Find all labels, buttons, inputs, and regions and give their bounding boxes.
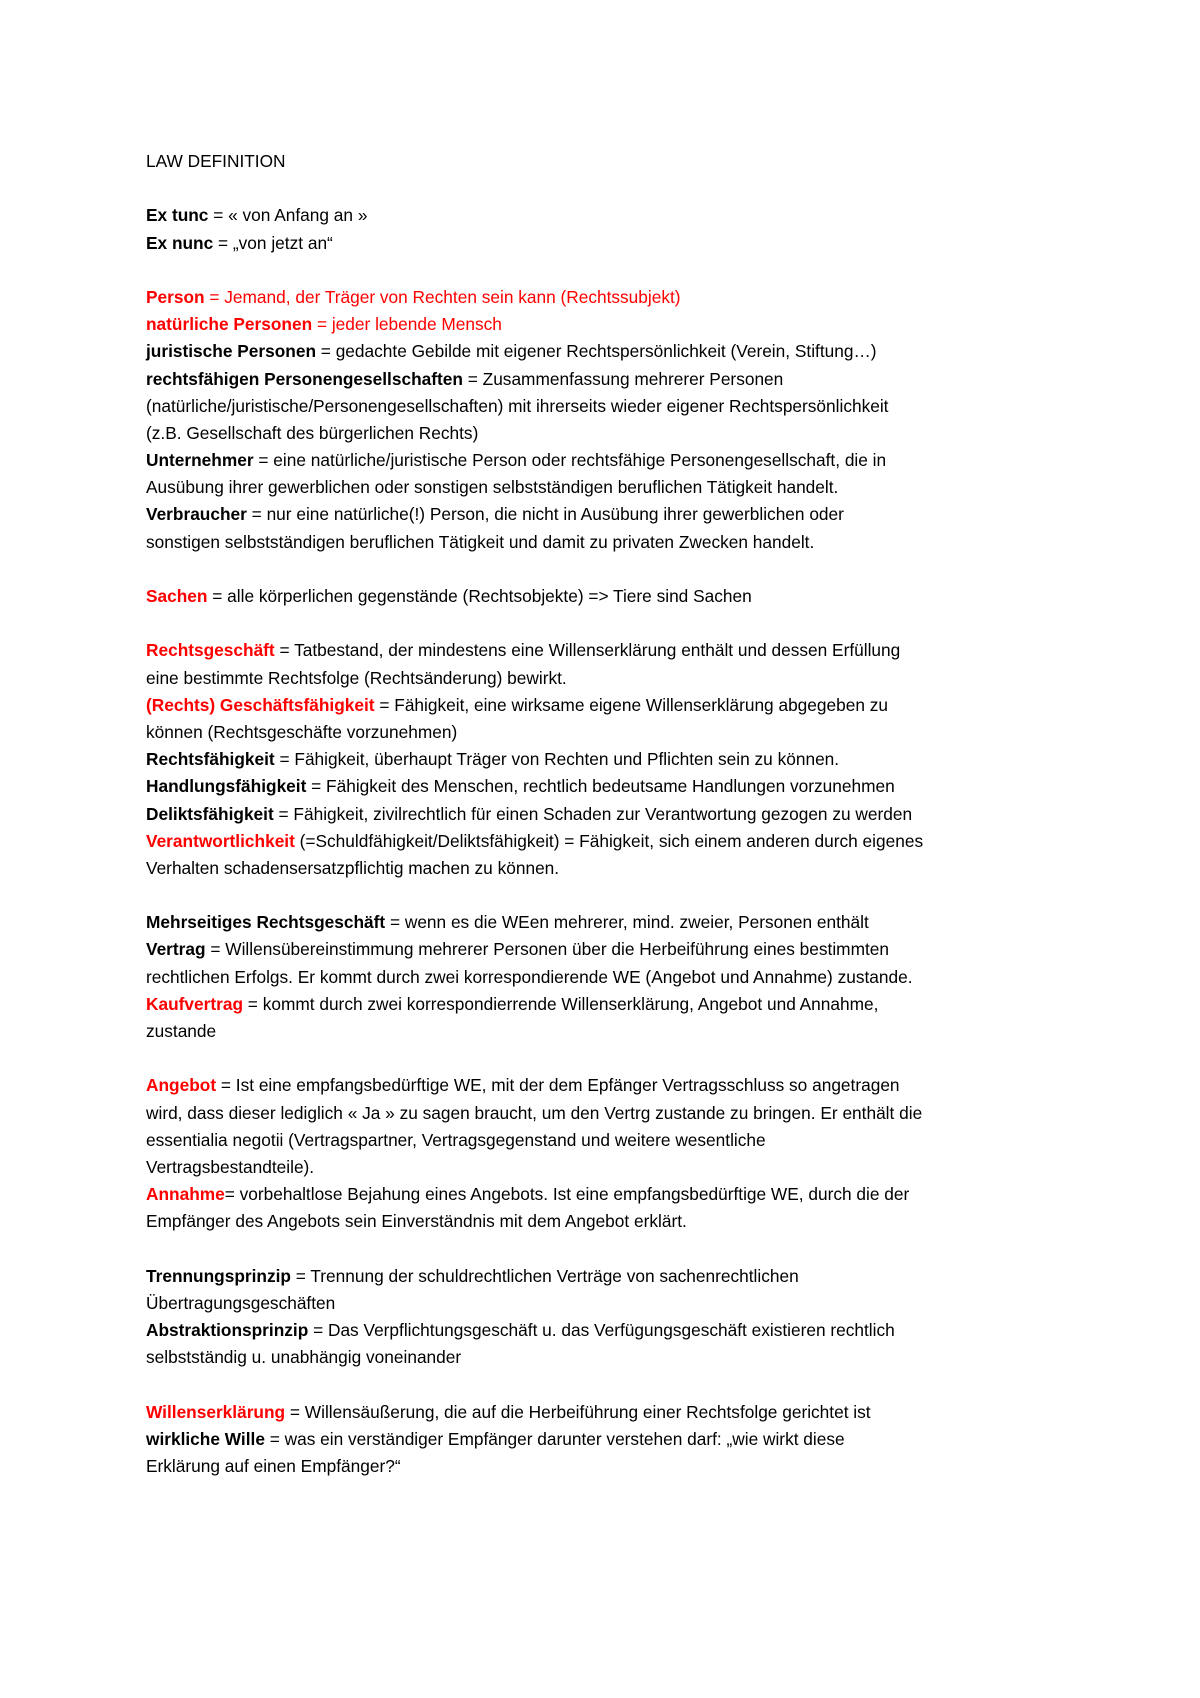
- term: Ex tunc: [146, 205, 209, 226]
- definition-continuation: Übertragungsgeschäften: [146, 1292, 336, 1313]
- definition-juristische-personen: [146, 338, 1106, 365]
- definition-unternehmer: [146, 447, 1106, 474]
- document-body: [146, 148, 1106, 1480]
- definition-text: = Zusammenfassung mehrerer Personen: [462, 368, 784, 389]
- definition-text: = alle körperlichen gegenstände (Rechtsobjekte) => Tiere sind Sachen: [207, 586, 752, 606]
- definition-continuation: Empfänger des Angebots sein Einverständnis mit dem Angebot erklärt.: [146, 1211, 687, 1232]
- definition-continuation: sonstigen selbstständigen beruflichen Tätigkeit und damit zu privaten Zwecken handelt.: [146, 531, 815, 552]
- definition-text: = Tatbestand, der mindestens eine Willenserklärung enthält und dessen Erfüllung: [274, 640, 901, 661]
- definition-text: = „von jetzt an“: [213, 232, 333, 253]
- definition-vertrag: [146, 936, 1106, 963]
- definition-ex-tunc: [146, 202, 1106, 229]
- definition-verantwortlichkeit: [146, 828, 1106, 855]
- definition-text: = kommt durch zwei korrespondierrende Willenserklärung, Angebot und Annahme,: [243, 993, 879, 1014]
- spacer: [146, 1371, 1106, 1398]
- term: Verbraucher: [146, 504, 247, 525]
- document-title: LAW DEFINITION: [146, 151, 286, 171]
- definition-ex-nunc: [146, 230, 1106, 257]
- term: Handlungsfähigkeit: [146, 776, 307, 797]
- term: Person: [146, 286, 205, 307]
- definition-handlungsfaehigkeit: [146, 773, 1106, 800]
- term: (Rechts) Geschäftsfähigkeit: [146, 694, 375, 715]
- definition-continuation: essentialia negotii (Vertragspartner, Vertragsgegenstand und weitere wesentliche: [146, 1129, 766, 1150]
- term: Sachen: [146, 586, 208, 606]
- definition-geschaeftsfaehigkeit: [146, 692, 1106, 719]
- definition-mehrseitiges-rechtsgeschaeft: [146, 909, 1106, 936]
- definition-rechtsfaehigkeit: [146, 746, 1106, 773]
- definition-text: = vorbehaltlose Bejahung eines Angebots. Ist eine empfangsbedürftige WE, durch die der: [224, 1184, 910, 1205]
- definition-continuation: (natürliche/juristische/Personengesellschaften) mit ihrerseits wieder eigener Rechtspersönlichkeit: [146, 395, 889, 416]
- term: Rechtsfähigkeit: [146, 749, 275, 770]
- definition-personengesellschaften: [146, 366, 1106, 393]
- definition-kaufvertrag: [146, 991, 1106, 1018]
- definition-text: = wenn es die WEen mehrerer, mind. zweier, Personen enthält: [385, 912, 869, 933]
- term: Rechtsgeschäft: [146, 640, 275, 661]
- definition-continuation: zustande: [146, 1021, 217, 1041]
- definition-text: = Ist eine empfangsbedürftige WE, mit der dem Epfänger Vertragsschluss so angetragen: [216, 1075, 900, 1096]
- definition-text: = jeder lebende Mensch: [312, 314, 502, 335]
- definition-text: = nur eine natürliche(!) Person, die nicht in Ausübung ihrer gewerblichen oder: [246, 504, 844, 525]
- definition-text: = Fähigkeit, zivilrechtlich für einen Schaden zur Verantwortung gezogen zu werden: [273, 803, 913, 824]
- definition-text: (=Schuldfähigkeit/Deliktsfähigkeit) = Fähigkeit, sich einem anderen durch eigenes: [294, 830, 924, 851]
- definition-abstraktionsprinzip: [146, 1317, 1106, 1344]
- definition-willenserklaerung: [146, 1399, 1106, 1426]
- definition-text: = Fähigkeit, überhaupt Träger von Rechten und Pflichten sein zu können.: [274, 749, 840, 770]
- definition-text: = Jemand, der Träger von Rechten sein kann (Rechtssubjekt): [204, 286, 681, 307]
- term: Willenserklärung: [146, 1401, 286, 1422]
- spacer: [146, 1236, 1106, 1263]
- term: natürliche Personen: [146, 314, 313, 335]
- definition-rechtsgeschaeft: [146, 637, 1106, 664]
- spacer: [146, 175, 1106, 202]
- definition-text: = Fähigkeit, eine wirksame eigene Willenserklärung abgegeben zu: [374, 694, 889, 715]
- definition-sachen: [146, 583, 1106, 610]
- spacer: [146, 610, 1106, 637]
- definition-continuation: (z.B. Gesellschaft des bürgerlichen Rechts): [146, 422, 479, 443]
- term: rechtsfähigen Personengesellschaften: [146, 368, 463, 389]
- spacer: [146, 882, 1106, 909]
- definition-continuation: können (Rechtsgeschäfte vorzunehmen): [146, 721, 458, 742]
- spacer: [146, 556, 1106, 583]
- term: Verantwortlichkeit: [146, 830, 295, 851]
- definition-continuation: selbstständig u. unabhängig voneinander: [146, 1347, 462, 1368]
- definition-continuation: wird, dass dieser lediglich « Ja » zu sagen braucht, um den Vertrg zustande zu bringen. Er enthält die: [146, 1102, 923, 1123]
- definition-text: = Fähigkeit des Menschen, rechtlich bedeutsame Handlungen vorzunehmen: [306, 776, 895, 797]
- definition-continuation: Verhalten schadensersatzpflichtig machen zu können.: [146, 857, 560, 878]
- definition-text: = Willensäußerung, die auf die Herbeiführung einer Rechtsfolge gerichtet ist: [285, 1401, 871, 1422]
- definition-deliktsfaehigkeit: [146, 801, 1106, 828]
- term: Deliktsfähigkeit: [146, 803, 274, 824]
- definition-verbraucher: [146, 501, 1106, 528]
- definition-continuation: Ausübung ihrer gewerblichen oder sonstigen selbstständigen beruflichen Tätigkeit handelt.: [146, 477, 839, 498]
- term: Unternehmer: [146, 450, 254, 471]
- term: Annahme: [146, 1184, 225, 1205]
- definition-text: = Willensübereinstimmung mehrerer Personen über die Herbeiführung eines bestimmten: [205, 939, 889, 960]
- definition-annahme: [146, 1181, 1106, 1208]
- term: Trennungsprinzip: [146, 1265, 291, 1286]
- definition-text: = Das Verpflichtungsgeschäft u. das Verfügungsgeschäft existieren rechtlich: [308, 1320, 895, 1341]
- definition-text: = eine natürliche/juristische Person oder rechtsfähige Personengesellschaft, die in: [253, 450, 887, 471]
- term: Ex nunc: [146, 232, 214, 253]
- spacer: [146, 257, 1106, 284]
- definition-text: = gedachte Gebilde mit eigener Rechtspersönlichkeit (Verein, Stiftung…): [316, 341, 877, 362]
- spacer: [146, 1045, 1106, 1072]
- term: Vertrag: [146, 939, 206, 960]
- term: Kaufvertrag: [146, 993, 243, 1014]
- definition-natuerliche-personen: [146, 311, 1106, 338]
- term: juristische Personen: [146, 341, 316, 362]
- term: Mehrseitiges Rechtsgeschäft: [146, 912, 386, 933]
- term: Angebot: [146, 1075, 217, 1096]
- definition-trennungsprinzip: [146, 1263, 1106, 1290]
- definition-wirkliche-wille: [146, 1426, 1106, 1453]
- definition-text: = « von Anfang an »: [208, 205, 368, 226]
- term: wirkliche Wille: [146, 1428, 265, 1449]
- definition-text: = was ein verständiger Empfänger darunter verstehen darf: „wie wirkt diese: [264, 1428, 845, 1449]
- definition-text: = Trennung der schuldrechtlichen Verträge von sachenrechtlichen: [290, 1265, 799, 1286]
- definition-person: [146, 284, 1106, 311]
- definition-continuation: rechtlichen Erfolgs. Er kommt durch zwei korrespondierende WE (Angebot und Annahme) zustande.: [146, 966, 913, 987]
- term: Abstraktionsprinzip: [146, 1320, 309, 1341]
- definition-angebot: [146, 1072, 1106, 1099]
- definition-continuation: Erklärung auf einen Empfänger?“: [146, 1456, 401, 1476]
- definition-continuation: Vertragsbestandteile).: [146, 1156, 315, 1177]
- definition-continuation: eine bestimmte Rechtsfolge (Rechtsänderung) bewirkt.: [146, 667, 567, 688]
